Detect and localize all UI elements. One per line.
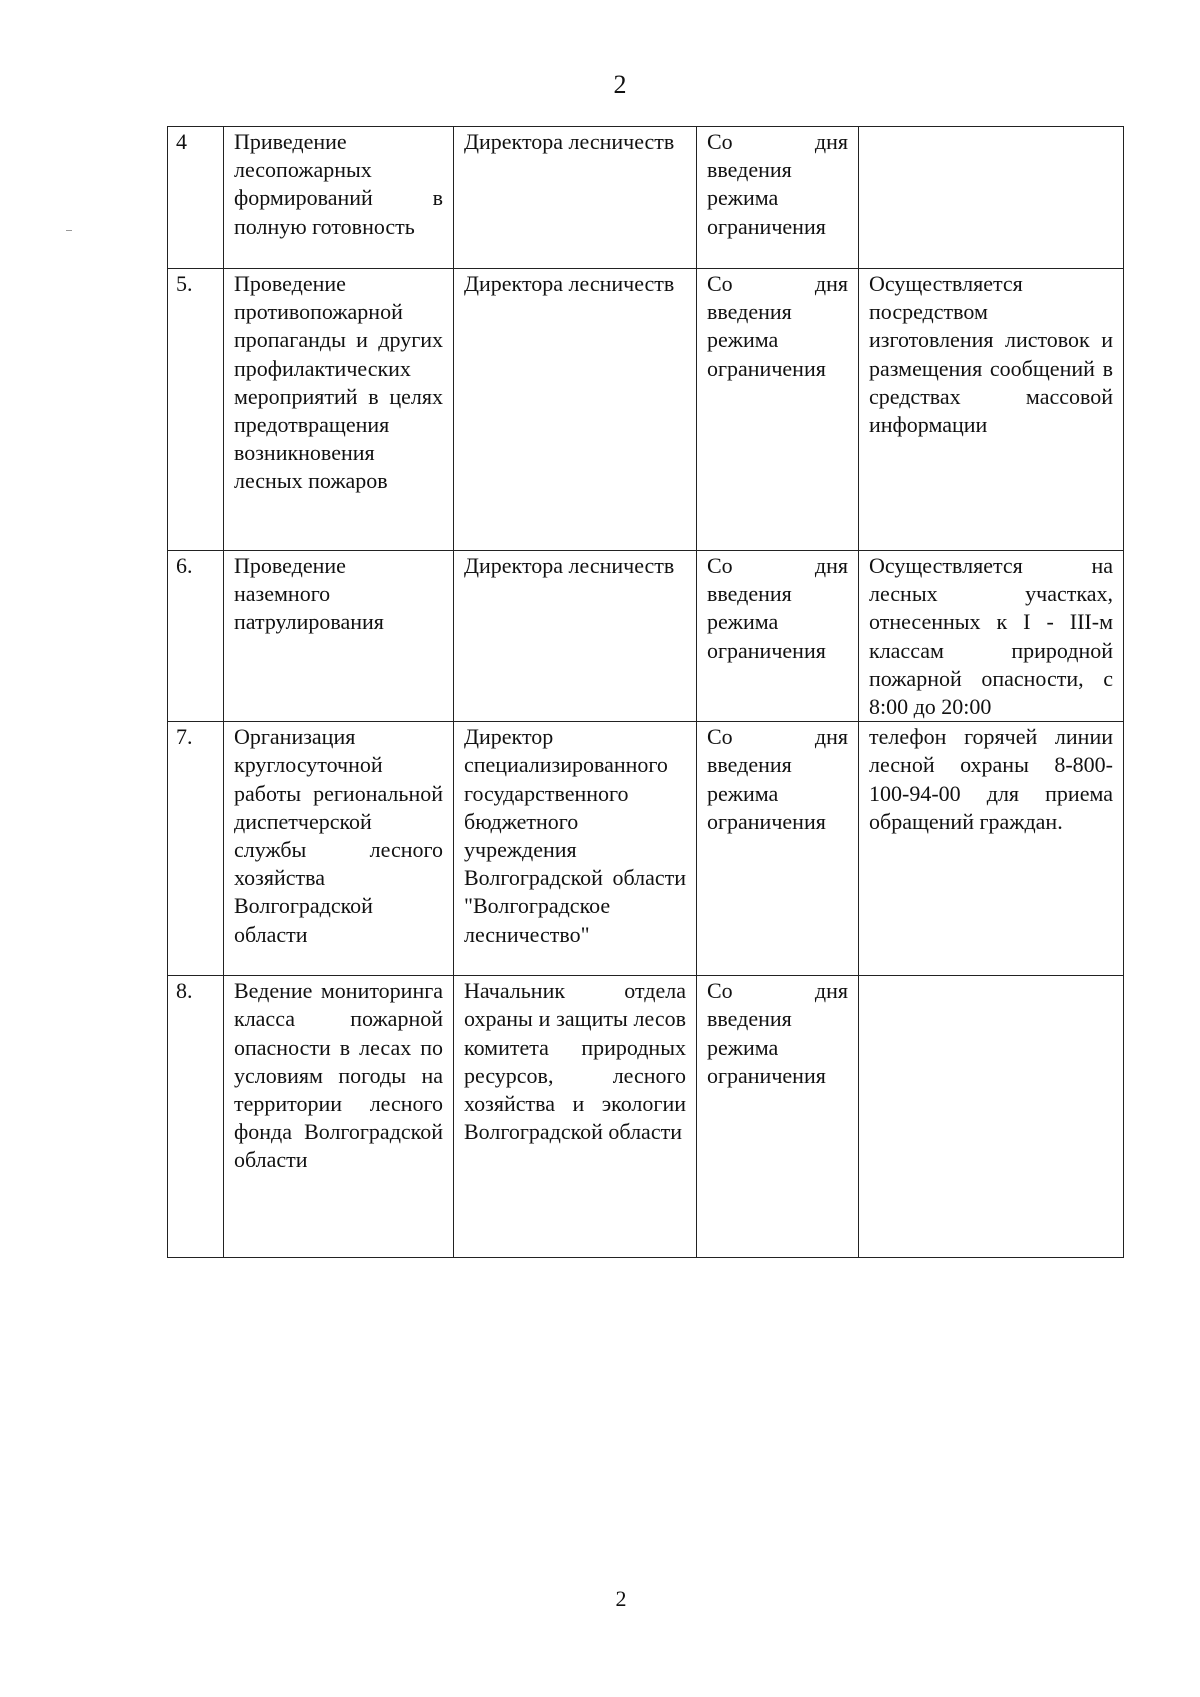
activity-cell: Проведение наземного патрулирования	[224, 551, 454, 722]
responsible-cell: Директора лесничеств	[454, 127, 697, 269]
note-cell: телефон горячей линии лесной охраны 8-800-100-94-00 для приема обращений граждан.	[859, 722, 1124, 976]
table-row	[168, 551, 1124, 722]
activity-cell: Ведение мониторинга класса пожарной опасности в лесах по условиям погоды на территории лесного фонда Волгоградской области	[224, 976, 454, 1258]
responsible-cell: Директора лесничеств	[454, 551, 697, 722]
deadline-cell: Со дня введения режима ограничения	[697, 976, 859, 1258]
row-number: 5.	[168, 269, 224, 551]
table-row	[168, 269, 1124, 551]
table-row	[168, 722, 1124, 976]
page-number-top: 2	[613, 70, 627, 99]
note-cell	[859, 976, 1124, 1258]
note-cell: Осуществляется посредством изготовления листовок и размещения сообщений в средствах массовой информации	[859, 269, 1124, 551]
table-row	[168, 127, 1124, 269]
note-cell	[859, 127, 1124, 269]
activity-cell: Организация круглосуточной работы региональной диспетчерской службы лесного хозяйства Волгоградской области	[224, 722, 454, 976]
note-cell: Осуществляется на лесных участках, отнесенных к I - III-м классам природной пожарной опасности, с 8:00 до 20:00	[859, 551, 1124, 722]
responsible-cell: Директора лесничеств	[454, 269, 697, 551]
deadline-cell: Со дня введения режима ограничения	[697, 722, 859, 976]
responsible-cell: Начальник отдела охраны и защиты лесов комитета природных ресурсов, лесного хозяйства и экологии Волгоградской области	[454, 976, 697, 1258]
measures-table	[167, 126, 1124, 1258]
deadline-cell: Со дня введения режима ограничения	[697, 269, 859, 551]
deadline-cell: Со дня введения режима ограничения	[697, 127, 859, 269]
activity-cell: Проведение противопожарной пропаганды и других профилактических мероприятий в целях предотвращения возникновения лесных пожаров	[224, 269, 454, 551]
scan-artifact	[66, 230, 72, 231]
deadline-cell: Со дня введения режима ограничения	[697, 551, 859, 722]
table-row	[168, 976, 1124, 1258]
activity-cell: Приведение лесопожарных формирований в полную готовность	[224, 127, 454, 269]
row-number: 4	[168, 127, 224, 269]
row-number: 7.	[168, 722, 224, 976]
page-number-bottom: 2	[615, 1586, 627, 1611]
row-number: 6.	[168, 551, 224, 722]
responsible-cell: Директор специализированного государственного бюджетного учреждения Волгоградской области "Волгоградское лесничество"	[454, 722, 697, 976]
row-number: 8.	[168, 976, 224, 1258]
